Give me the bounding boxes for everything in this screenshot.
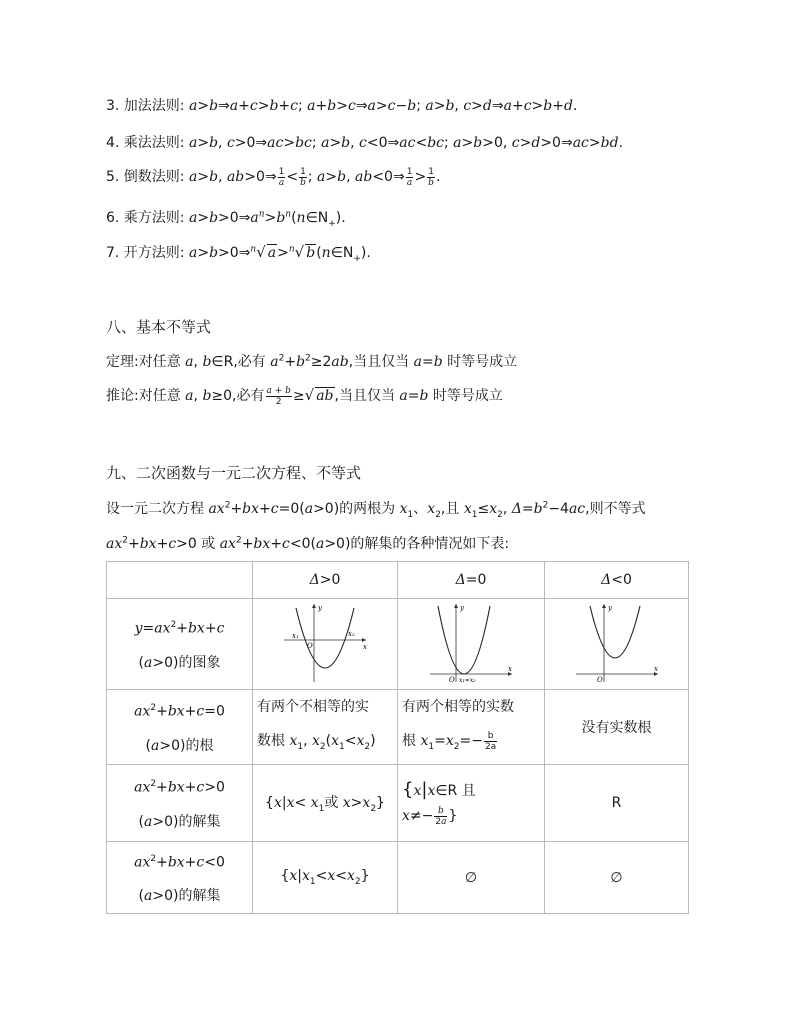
graph-two-roots [253, 599, 398, 690]
svg-text:y: y [318, 604, 322, 612]
graph-row [107, 599, 689, 690]
intro-line-1: 设一元二次方程 $ax^2+bx+c=0(a>0)$的两根为 $x_1$、$x_2$,且 $x_1\le x_2$, $\Delta=b^2-4ac$,则不等式 [106, 500, 646, 520]
section-9-title: 九、二次函数与一元二次方程、不等式 [106, 464, 362, 482]
rule-6: 6. 乘方法则: $a>b>0\Rightarrow a^n>b^n(n\in N_+)$. [106, 209, 346, 229]
svg-text:x₁=x₂: x₁=x₂ [459, 677, 476, 684]
section-8-title: 八、基本不等式 [106, 318, 212, 336]
graph-one-root [398, 599, 545, 690]
corollary: 推论:对任意 a, b≥0,必有 $\frac{a + b}{2}$ ≥√ ab,当且仅当 a=b 时等号成立 [106, 385, 503, 407]
header-row [107, 562, 689, 599]
positive-two: {$x|x< x_1$或 $x>x_2$} [253, 764, 398, 841]
rule-7: 7. 开方法则: a>b>0⇒$^n$√ a>$^n$√ $b(n\in N_+)$. [106, 243, 371, 264]
roots-row [107, 690, 689, 765]
negative-one: ∅ [398, 841, 545, 914]
positive-row [107, 764, 689, 841]
rule-3: 3. 加法法则: a>b⇒a+c>b+c; a+b>c⇒a>c−b; a>b, c>d⇒a+c>b+d. [106, 98, 578, 114]
rule-5: 5. 倒数法则: a>b, ab>0⇒ $\frac{1}{a}$ < $\frac{1}{b}$ ; a>b, ab<0⇒ $\frac{1}{a}$ > $\frac{1}{b}$ . [106, 166, 441, 188]
negative-row-label: $ax^2+bx+c<0$ (a>0)的解集 [107, 841, 253, 914]
header-delta-zero: Δ=0 [398, 562, 545, 599]
header-delta-pos: Δ>0 [253, 562, 398, 599]
graph-no-root [545, 599, 689, 690]
graph-row-label: $y=ax^2+bx+c$ (a>0)的图象 [107, 599, 253, 690]
theorem: 定理:对任意 a, b∈R,必有 $a^2+b^2\ge 2ab$,当且仅当 a=b 时等号成立 [106, 353, 518, 370]
svg-text:y: y [460, 604, 464, 612]
header-delta-neg: Δ<0 [545, 562, 689, 599]
header-empty [107, 562, 253, 599]
positive-one: {x|x∈R 且 x≠− $\frac{b}{2a}$ } [398, 764, 545, 841]
roots-one: 有两个相等的实数 根 $x_1=x_2=-$ $\frac{b}{2a}$ [398, 690, 545, 765]
negative-two: $\{x|x_1<x<x_2\}$ [253, 841, 398, 914]
svg-text:x: x [508, 665, 512, 673]
roots-two: 有两个不相等的实 数根 $x_1$, $x_2(x_1<x_2)$ [253, 690, 398, 765]
quadratic-table [106, 561, 689, 914]
negative-none: ∅ [545, 841, 689, 914]
rule-4: 4. 乘法法则: a>b, c>0⇒ac>bc; a>b, c<0⇒ac<bc; a>b>0, c>d>0⇒ac>bd. [106, 135, 624, 151]
positive-row-label: $ax^2+bx+c>0$ (a>0)的解集 [107, 764, 253, 841]
intro-line-2: $ax^2+bx+c>0$ 或 $ax^2+bx+c<0(a>0)$的解集的各种情况如下表: [106, 535, 510, 552]
svg-text:x: x [363, 643, 367, 651]
negative-row [107, 841, 689, 914]
roots-row-label: $ax^2+bx+c=0$ (a>0)的根 [107, 690, 253, 765]
positive-none: R [545, 764, 689, 841]
svg-text:O: O [307, 642, 313, 650]
svg-text:O: O [449, 676, 455, 684]
svg-text:O: O [596, 676, 603, 684]
svg-text:x₁: x₁ [292, 632, 299, 640]
roots-none: 没有实数根 [545, 690, 689, 765]
svg-text:x₂: x₂ [348, 630, 355, 638]
svg-text:x: x [653, 665, 658, 673]
svg-text:y: y [607, 604, 612, 612]
